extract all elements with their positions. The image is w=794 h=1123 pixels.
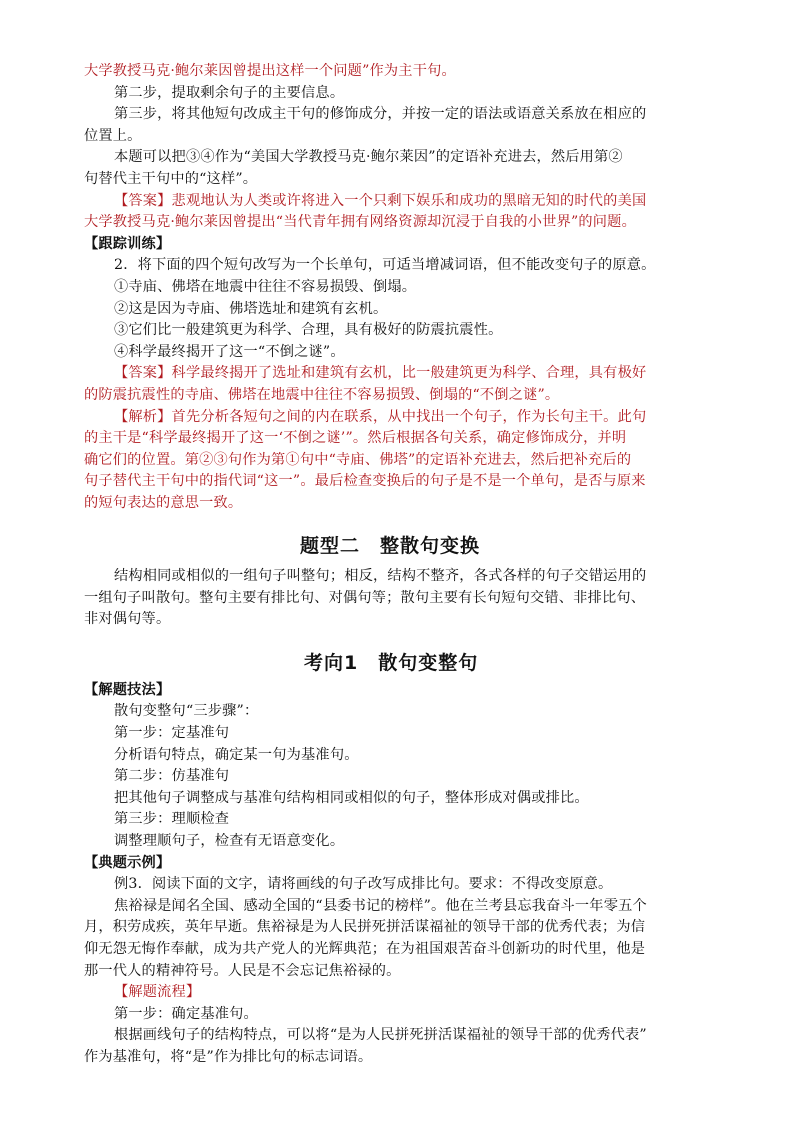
text-line: 结构相同或相似的一组句子叫整句；相反，结构不整齐，各式各样的句子交错运用的 — [114, 568, 647, 584]
text-line: 分析语句特点，确定某一句为基准句。 — [114, 747, 359, 763]
subsection-heading: 考向1 散句变整句 — [304, 652, 479, 674]
analysis-line: 的主干是“科学最终揭开了这一‘不倒之谜’”。然后根据各句关系，确定修饰成分，并明 — [84, 430, 627, 446]
text-line: 散句变整句“三步骤”： — [114, 703, 259, 719]
section-heading: 题型二 整散句变换 — [300, 535, 481, 557]
answer-line: 【答案】悲观地认为人类或许将进入一个只剩下娱乐和成功的黑暗无知的时代的美国 — [114, 193, 647, 209]
section-label-example: 【典题示例】 — [84, 855, 171, 871]
answer-line: 的防震抗震性的寺庙、佛塔在地震中往往不容易损毁、倒塌的“不倒之谜”。 — [84, 387, 560, 403]
question-line: 2．将下面的四个短句改写为一个长单句，可适当增减词语，但不能改变句子的原意。 — [114, 257, 656, 273]
section-label-technique: 【解题技法】 — [84, 682, 171, 698]
list-item: ①寺庙、佛塔在地震中往往不容易损毁、倒塌。 — [114, 279, 417, 295]
list-item: ③它们比一般建筑更为科学、合理，具有极好的防震抗震性。 — [114, 322, 503, 338]
text-line: 根据画线句子的结构特点，可以将“是为人民拼死拼活谋福祉的领导干部的优秀代表” — [114, 1027, 647, 1043]
section-label-tracking: 【跟踪训练】 — [84, 236, 171, 252]
passage-line: 那一代人的精神符号。人民是不会忘记焦裕禄的。 — [84, 963, 401, 979]
analysis-line: 【解析】首先分析各短句之间的内在联系，从中找出一个句子，作为长句主干。此句 — [114, 409, 647, 425]
text-line: 一组句子叫散句。整句主要有排比句、对偶句等；散句主要有长句短句交错、非排比句、 — [84, 590, 646, 606]
text-line: 调整理顺句子，检查有无语意变化。 — [114, 833, 345, 849]
text-line: 第三步，将其他短句改成主干句的修饰成分，并按一定的语法或语意关系放在相应的 — [114, 106, 647, 122]
text-line: 位置上。 — [84, 128, 142, 144]
text-line: 第二步：仿基准句 — [114, 768, 230, 784]
analysis-line: 的短句表达的意思一致。 — [84, 495, 243, 511]
list-item: ②这是因为寺庙、佛塔选址和建筑有玄机。 — [114, 301, 388, 317]
text-line: 第三步：理顺检查 — [114, 811, 230, 827]
passage-line: 仰无怨无悔作奉献，成为共产党人的光辉典范；在为祖国艰苦奋斗创新功的时代里，他是 — [84, 941, 646, 957]
passage-line: 焦裕禄是闻名全国、感动全国的“县委书记的榜样”。他在兰考县忘我奋斗一年零五个 — [114, 898, 647, 914]
answer-line: 【答案】科学最终揭开了选址和建筑有玄机，比一般建筑更为科学、合理，具有极好 — [114, 365, 647, 381]
text-line: 第二步，提取剩余句子的主要信息。 — [114, 85, 345, 101]
list-item: ④科学最终揭开了这一“不倒之谜”。 — [114, 344, 345, 360]
text-line: 句替代主干句中的“这样”。 — [84, 171, 258, 187]
section-label-process: 【解题流程】 — [114, 984, 201, 1000]
analysis-line: 句子替代主干句中的指代词“这一”。最后检查变换后的句子是不是一个单句，是否与原来 — [84, 473, 646, 489]
text-line: 第一步：定基准句 — [114, 725, 230, 741]
text-line: 把其他句子调整成与基准句结构相同或相似的句子，整体形成对偶或排比。 — [114, 790, 589, 806]
answer-line: 大学教授马克·鲍尔莱因曾提出“当代青年拥有网络资源却沉浸于自我的小世界”的问题。 — [84, 214, 636, 230]
passage-line: 月，积劳成疾，英年早逝。焦裕禄是为人民拼死拼活谋福祉的领导干部的优秀代表；为信 — [84, 919, 646, 935]
text-line: 本题可以把③④作为“美国大学教授马克·鲍尔莱因”的定语补充进去，然后用第② — [114, 149, 623, 165]
analysis-line: 确它们的位置。第②③句作为第①句中“寺庙、佛塔”的定语补充进去，然后把补充后的 — [84, 452, 632, 468]
text-line: 第一步：确定基准句。 — [114, 1006, 258, 1022]
text-line: 非对偶句等。 — [84, 611, 171, 627]
text-line: 作为基准句，将“是”作为排比句的标志词语。 — [84, 1049, 373, 1065]
text-line: 大学教授马克·鲍尔莱因曾提出这样一个问题”作为主干句。 — [84, 63, 456, 79]
question-line: 例3．阅读下面的文字，请将画线的句子改写成排比句。要求：不得改变原意。 — [114, 876, 613, 892]
